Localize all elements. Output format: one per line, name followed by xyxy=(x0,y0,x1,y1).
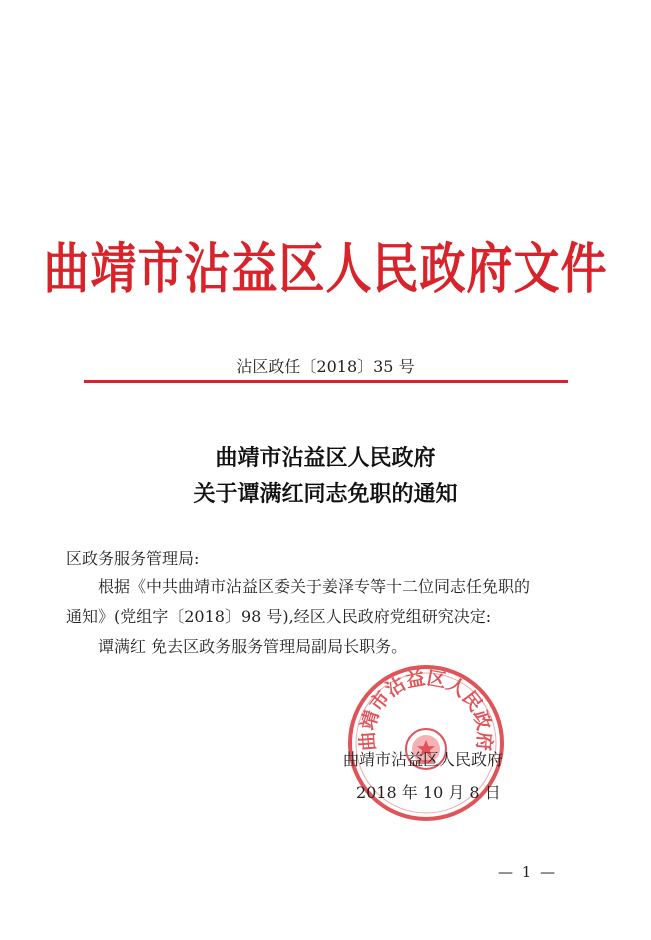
notice-title-line-1: 曲靖市沾益区人民政府 xyxy=(215,445,436,471)
red-divider-rule xyxy=(84,380,568,383)
document-number: 沾区政任〔2018〕35 号 xyxy=(236,357,415,376)
seal-arc-text: 曲靖市沾益区人民政府 xyxy=(356,667,496,752)
addressee: 区政务服务管理局: xyxy=(66,549,200,568)
notice-title-line-2: 关于谭满红同志免职的通知 xyxy=(193,481,458,507)
body-paragraph-1-line-1: 根据《中共曲靖市沾益区委关于姜泽专等十二位同志任免职的 xyxy=(98,577,531,596)
issue-date: 2018 年 10 月 8 日 xyxy=(356,783,501,802)
document-header-title: 曲靖市沾益区人民政府文件 xyxy=(43,236,608,301)
page-number: — 1 — xyxy=(498,863,558,881)
issuer-signature: 曲靖市沾益区人民政府 xyxy=(343,750,504,769)
body-paragraph-1-line-2: 通知》(党组字〔2018〕98 号),经区人民政府党组研究决定: xyxy=(66,607,492,626)
body-paragraph-2: 谭满红 免去区政务服务管理局副局长职务。 xyxy=(98,637,408,656)
